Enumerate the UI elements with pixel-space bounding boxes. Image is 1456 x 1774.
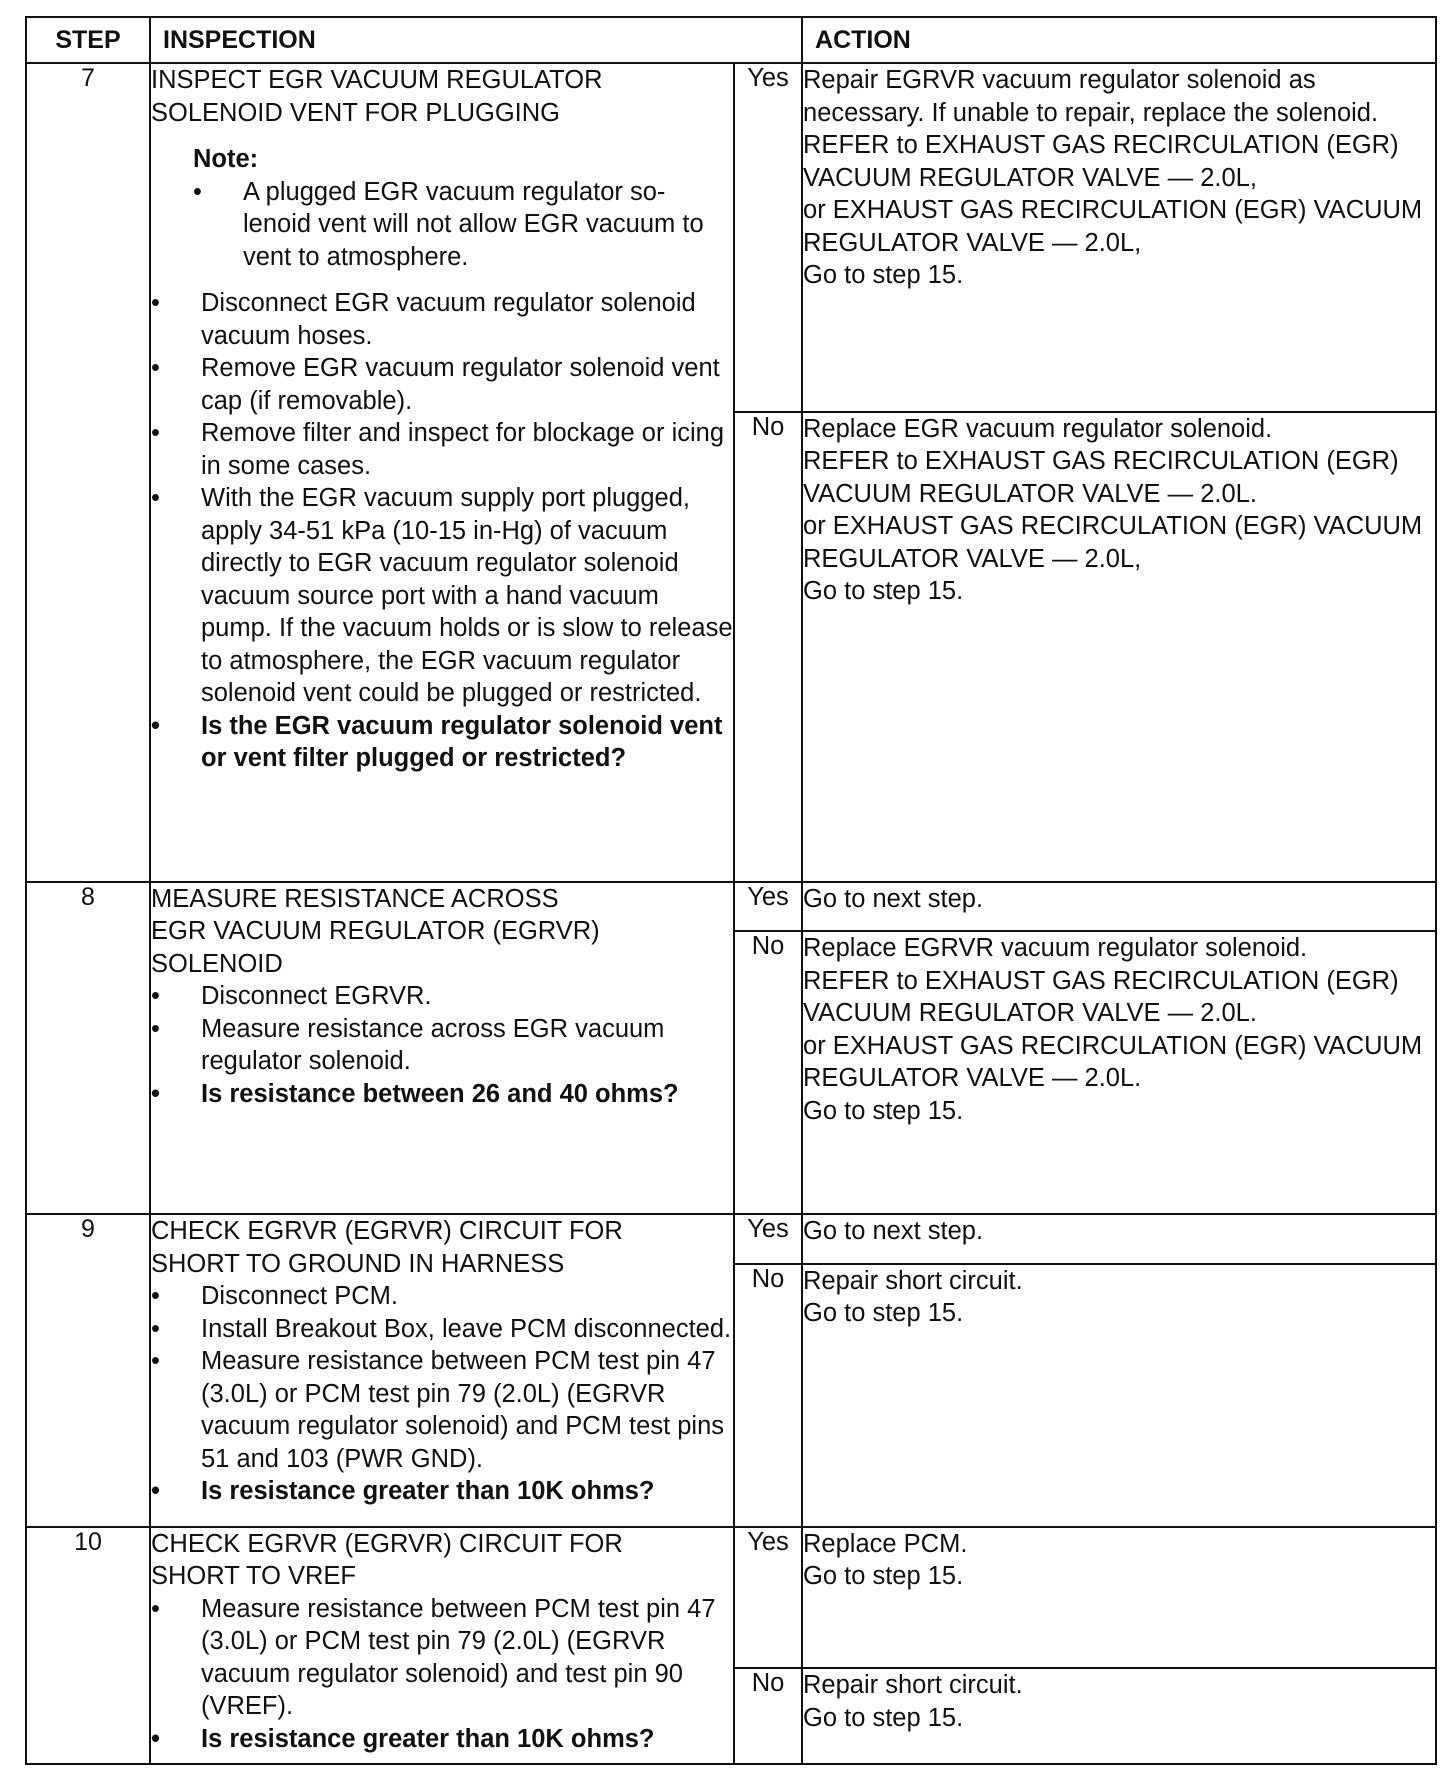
list-item: • Install Breakout Box, leave PCM disconnected. — [151, 1313, 733, 1346]
yes-action: Replace PCM. Go to step 15. — [802, 1527, 1436, 1668]
question-item: • Is resistance greater than 10K ohms? — [151, 1723, 733, 1756]
no-label: No — [734, 931, 802, 1214]
question-item: • Is resistance greater than 10K ohms? — [151, 1475, 733, 1508]
header-action: ACTION — [802, 17, 1436, 63]
list-item: • Disconnect EGR vacuum regulator solenoid vacuum hoses. — [151, 287, 733, 352]
no-label: No — [734, 1264, 802, 1527]
step-row-10-yes — [26, 1527, 1436, 1668]
bullet-list — [151, 287, 733, 775]
inspection-cell — [150, 63, 734, 882]
question-item: • Is resistance between 26 and 40 ohms? — [151, 1078, 733, 1111]
header-step: STEP — [26, 17, 150, 63]
list-item: • Remove filter and inspect for blockage or icing in some cases. — [151, 417, 733, 482]
list-item: • Disconnect PCM. — [151, 1280, 733, 1313]
yes-action: Go to next step. — [802, 882, 1436, 932]
step-row-7-yes — [26, 63, 1436, 412]
inspection-cell — [150, 1214, 734, 1527]
step-row-9-yes — [26, 1214, 1436, 1264]
yes-action: Repair EGRVR vacuum regulator solenoid as necessary. If unable to repair, replace the solenoid. REFER to EXHAUST GAS RECIRCULATION (EGR) VACUUM REGULATOR VALVE — 2.0L, or EXHAUST GAS RECIRCULATION (EGR) VACUUM REGULATOR VALVE — 2.0L, Go to step 15. — [802, 63, 1436, 412]
list-item: • Measure resistance across EGR vacuum regulator solenoid. — [151, 1013, 733, 1078]
no-action: Replace EGR vacuum regulator solenoid. REFER to EXHAUST GAS RECIRCULATION (EGR) VACUUM REGULATOR VALVE — 2.0L. or EXHAUST GAS RECIRCULATION (EGR) VACUUM REGULATOR VALVE — 2.0L, Go to step 15. — [802, 412, 1436, 882]
step-title: CHECK EGRVR (EGRVR) CIRCUIT FOR SHORT TO VREF — [151, 1529, 623, 1591]
step-number: 8 — [26, 882, 150, 1214]
step-title: INSPECT EGR VACUUM REGULATOR SOLENOID VENT FOR PLUGGING — [151, 66, 603, 127]
inspection-cell — [150, 1527, 734, 1764]
no-action: Repair short circuit. Go to step 15. — [802, 1264, 1436, 1527]
header-inspection: INSPECTION — [150, 17, 802, 63]
question-item: • Is the EGR vacuum regulator solenoid vent or vent filter plugged or restricted? — [151, 710, 733, 775]
list-item: • Measure resistance between PCM test pin 47 (3.0L) or PCM test pin 79 (2.0L) (EGRVR vacuum regulator solenoid) and test pin 90 (VREF). — [151, 1593, 733, 1723]
yes-action: Go to next step. — [802, 1214, 1436, 1264]
yes-label: Yes — [734, 1214, 802, 1264]
step-number: 10 — [26, 1527, 150, 1764]
inspection-cell — [150, 882, 734, 1214]
step-number: 7 — [26, 63, 150, 882]
yes-label: Yes — [734, 1527, 802, 1668]
note-text: • A plugged EGR vacuum regulator so-lenoid vent will not allow EGR vacuum to vent to atmosphere. — [193, 176, 733, 274]
no-label: No — [734, 412, 802, 882]
list-item: • Remove EGR vacuum regulator solenoid vent cap (if removable). — [151, 352, 733, 417]
list-item: • Disconnect EGRVR. — [151, 980, 733, 1013]
no-action: Replace EGRVR vacuum regulator solenoid. REFER to EXHAUST GAS RECIRCULATION (EGR) VACUUM REGULATOR VALVE — 2.0L. or EXHAUST GAS RECIRCULATION (EGR) VACUUM REGULATOR VALVE — 2.0L. Go to step 15. — [802, 931, 1436, 1214]
step-title: MEASURE RESISTANCE ACROSS EGR VACUUM REGULATOR (EGRVR) SOLENOID — [151, 884, 600, 978]
yes-label: Yes — [734, 882, 802, 932]
no-action: Repair short circuit. Go to step 15. — [802, 1668, 1436, 1764]
list-item: • With the EGR vacuum supply port plugged, apply 34-51 kPa (10-15 in-Hg) of vacuum directly to EGR vacuum regulator solenoid vacuum source port with a hand vacuum pump. If the vacuum holds or is slow to release to atmosphere, the EGR vacuum regulator solenoid vent could be plugged or restricted. — [151, 482, 733, 710]
list-item: • Measure resistance between PCM test pin 47 (3.0L) or PCM test pin 79 (2.0L) (EGRVR vacuum regulator solenoid) and PCM test pins 51 and 103 (PWR GND). — [151, 1345, 733, 1475]
note-label: Note: — [193, 145, 259, 173]
header-row — [26, 17, 1436, 63]
step-title: CHECK EGRVR (EGRVR) CIRCUIT FOR SHORT TO GROUND IN HARNESS — [151, 1217, 623, 1278]
step-row-8-yes — [26, 882, 1436, 932]
bullet-list — [151, 1280, 733, 1508]
yes-label: Yes — [734, 63, 802, 412]
step-number: 9 — [26, 1214, 150, 1527]
diagnostic-table — [25, 16, 1437, 1765]
bullet-list — [151, 1593, 733, 1756]
no-label: No — [734, 1668, 802, 1764]
bullet-list — [151, 980, 733, 1110]
note-block — [193, 143, 733, 273]
